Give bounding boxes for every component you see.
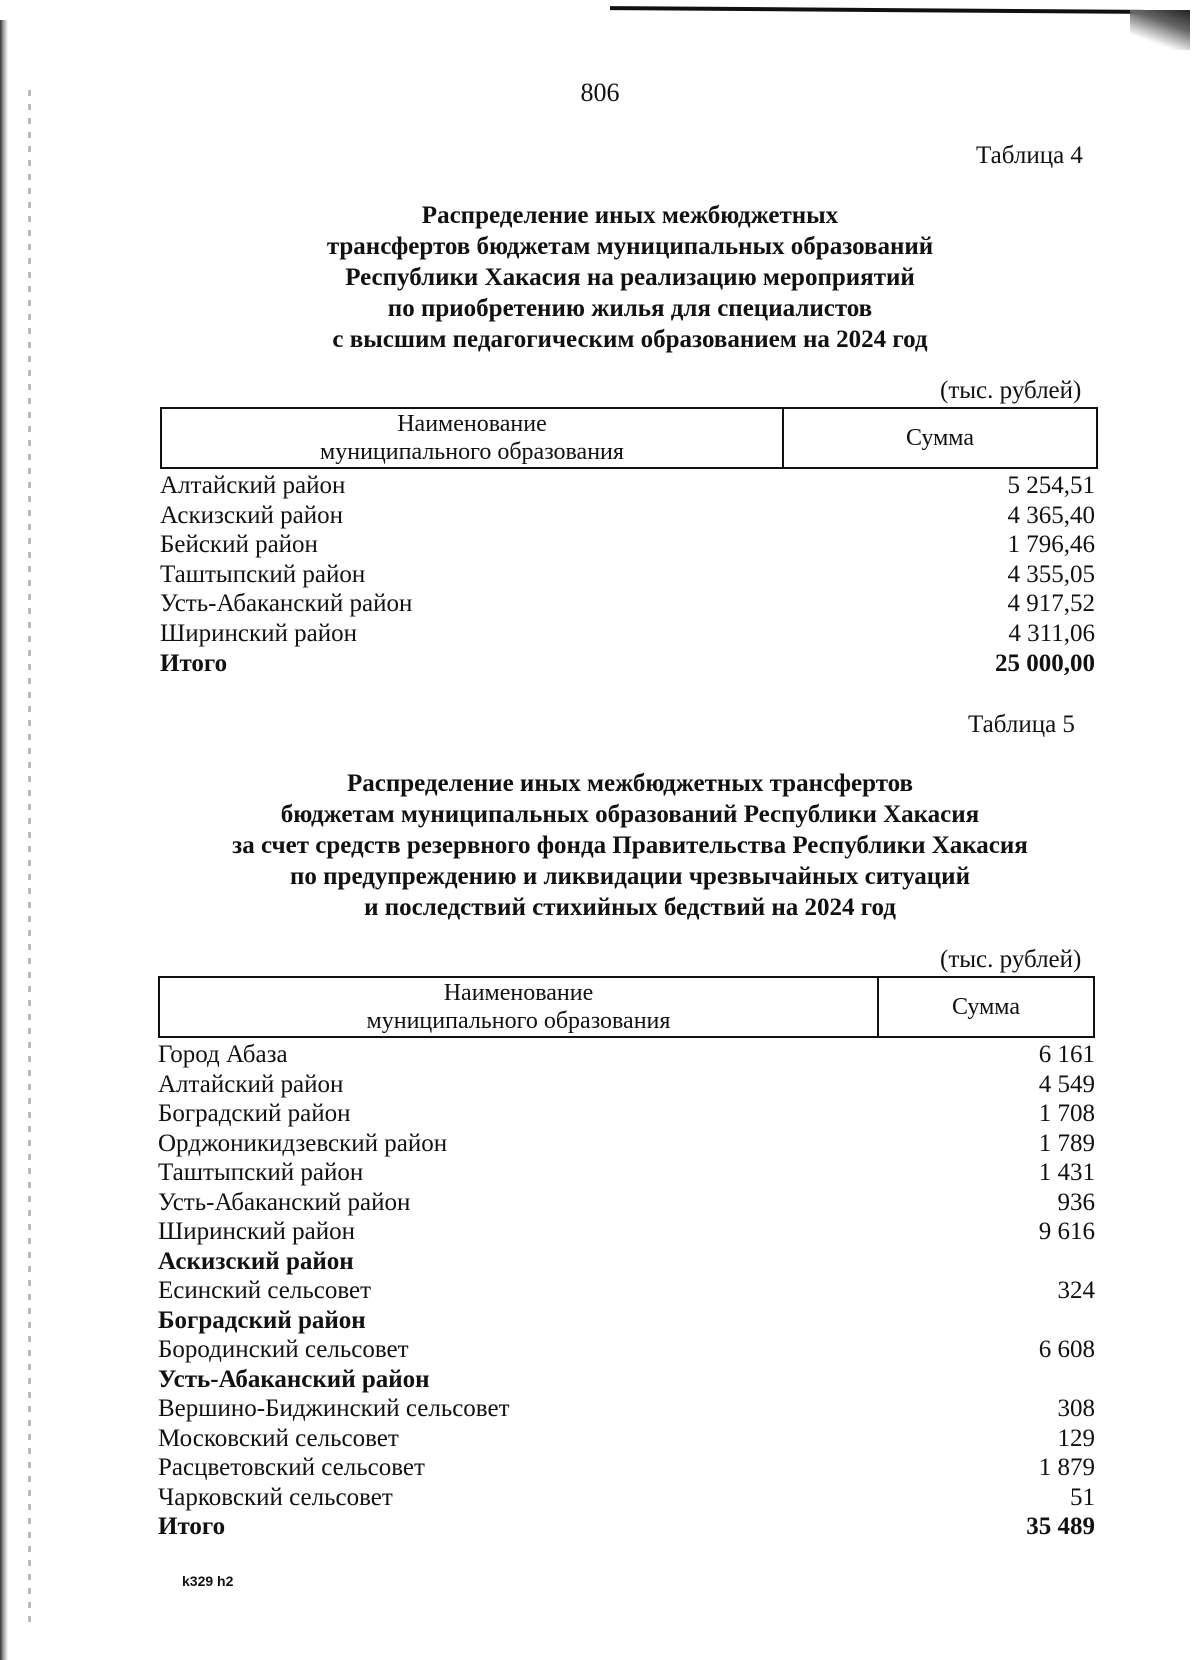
table5-body xyxy=(158,1040,1095,1542)
table5-units: (тыс. рублей) xyxy=(940,946,1082,973)
table4-header xyxy=(160,407,1098,469)
table5-title-line: по предупреждению и ликвидации чрезвычайных ситуаций xyxy=(290,863,970,890)
scan-edge-line xyxy=(610,6,1150,14)
row-sum: 5 254,51 xyxy=(1007,472,1095,499)
table-row xyxy=(160,530,1095,560)
total-row xyxy=(160,649,1095,679)
table-row xyxy=(158,1188,1095,1218)
table-row xyxy=(160,560,1095,590)
table5-title-line: бюджетам муниципальных образований Республики Хакасия xyxy=(280,801,980,828)
row-sum: 4 549 xyxy=(1038,1070,1095,1098)
table4-label: Таблица 4 xyxy=(976,142,1083,169)
scan-left-edge xyxy=(0,20,8,1660)
row-name: Город Абаза xyxy=(158,1041,288,1068)
row-name: Аскизский район xyxy=(158,1247,354,1275)
row-name: Алтайский район xyxy=(160,472,346,499)
row-name: Чарковский сельсовет xyxy=(158,1483,393,1511)
table4-title-line: по приобретению жилья для специалистов xyxy=(387,295,873,322)
table5-header-name-line2: муниципального образования xyxy=(366,1008,671,1034)
table4-body xyxy=(160,471,1095,678)
row-sum: 936 xyxy=(1057,1188,1095,1216)
table-row xyxy=(160,619,1095,649)
table4-title xyxy=(160,200,1100,355)
table-row xyxy=(158,1070,1095,1100)
row-name: Ширинский район xyxy=(158,1218,355,1245)
row-sum: 4 917,52 xyxy=(1007,590,1095,618)
row-name: Усть-Абаканский район xyxy=(158,1365,430,1393)
row-name: Бородинский сельсовет xyxy=(158,1336,409,1363)
row-name: Таштыпский район xyxy=(158,1159,364,1186)
row-sum: 9 616 xyxy=(1038,1218,1095,1245)
table-row xyxy=(160,589,1095,619)
footer-code: k329 h2 xyxy=(182,1573,234,1589)
table-row xyxy=(160,501,1095,531)
table-row xyxy=(160,471,1095,501)
row-name: Орджоникидзевский район xyxy=(158,1129,448,1157)
row-name: Боградский район xyxy=(158,1100,351,1127)
total-label: Итого xyxy=(158,1513,226,1540)
row-sum: 4 365,40 xyxy=(1007,501,1095,529)
scan-left-edge-noise xyxy=(28,90,31,1630)
table5-header-name-line1: Наименование xyxy=(443,980,594,1006)
table-row xyxy=(158,1483,1095,1513)
row-sum: 4 311,06 xyxy=(1008,619,1095,647)
row-sum: 308 xyxy=(1057,1395,1095,1422)
row-name: Бейский район xyxy=(160,531,318,559)
row-name: Алтайский район xyxy=(158,1070,344,1098)
page-number: 806 xyxy=(580,78,620,107)
scan-corner-shadow xyxy=(1130,10,1190,50)
row-sum: 1 708 xyxy=(1038,1100,1095,1127)
table-row xyxy=(158,1394,1095,1424)
row-sum: 324 xyxy=(1057,1277,1095,1304)
table-row xyxy=(158,1040,1095,1070)
row-name: Аскизский район xyxy=(160,501,344,529)
table5-title xyxy=(160,768,1100,923)
table-row xyxy=(158,1158,1095,1188)
table-row xyxy=(158,1335,1095,1365)
row-name: Расцветовский сельсовет xyxy=(158,1454,425,1481)
table4-title-line: Распределение иных межбюджетных xyxy=(421,202,839,229)
table4-title-line: Республики Хакасия на реализацию мероприятий xyxy=(345,264,915,291)
row-name: Таштыпский район xyxy=(160,560,366,588)
row-sum: 1 879 xyxy=(1038,1454,1095,1481)
row-sum: 4 355,05 xyxy=(1007,560,1095,588)
table5-header-name xyxy=(160,978,879,1036)
table-row xyxy=(158,1453,1095,1483)
row-sum: 1 796,46 xyxy=(1007,531,1095,559)
row-name: Ширинский район xyxy=(160,619,357,647)
table-row xyxy=(158,1099,1095,1129)
table5-header xyxy=(158,976,1095,1038)
row-name: Усть-Абаканский район xyxy=(158,1188,411,1216)
total-sum: 35 489 xyxy=(1026,1513,1095,1540)
row-name: Боградский район xyxy=(158,1306,366,1334)
total-row xyxy=(158,1512,1095,1542)
row-sum: 6 608 xyxy=(1038,1336,1095,1363)
table4-header-name xyxy=(162,409,784,467)
row-sum: 129 xyxy=(1057,1424,1095,1452)
row-sum: 1 789 xyxy=(1038,1129,1095,1157)
table4-header-sum: Сумма xyxy=(906,424,974,451)
table-row xyxy=(158,1424,1095,1454)
table-row xyxy=(158,1276,1095,1306)
table4-header-name-line1: Наименование xyxy=(397,411,547,437)
row-name: Вершино-Биджинский сельсовет xyxy=(158,1395,510,1422)
table-row xyxy=(158,1129,1095,1159)
row-sum: 6 161 xyxy=(1038,1041,1095,1068)
table5-title-line: и последствий стихийных бедствий на 2024 год xyxy=(364,894,896,921)
table4-title-line: с высшим педагогическим образованием на 2024 год xyxy=(332,326,928,353)
row-sum: 1 431 xyxy=(1038,1159,1095,1186)
row-name: Есинский сельсовет xyxy=(158,1277,372,1304)
row-name: Московский сельсовет xyxy=(158,1424,399,1452)
total-sum: 25 000,00 xyxy=(995,649,1095,677)
table-row xyxy=(158,1217,1095,1247)
table5-label: Таблица 5 xyxy=(968,711,1075,738)
table5-title-line: Распределение иных межбюджетных трансфертов xyxy=(346,770,914,797)
table-group-row xyxy=(158,1365,1095,1395)
table5-title-line: за счет средств резервного фонда Правительства Республики Хакасия xyxy=(232,832,1028,859)
row-sum: 51 xyxy=(1070,1483,1095,1511)
table5-header-sum: Сумма xyxy=(952,993,1020,1020)
table4-title-line: трансфертов бюджетам муниципальных образований xyxy=(326,233,934,260)
table-group-row xyxy=(158,1247,1095,1277)
table4-header-name-line2: муниципального образования xyxy=(320,439,624,465)
total-label: Итого xyxy=(160,649,228,677)
table4-units: (тыс. рублей) xyxy=(940,377,1082,404)
table-group-row xyxy=(158,1306,1095,1336)
row-name: Усть-Абаканский район xyxy=(160,590,413,618)
